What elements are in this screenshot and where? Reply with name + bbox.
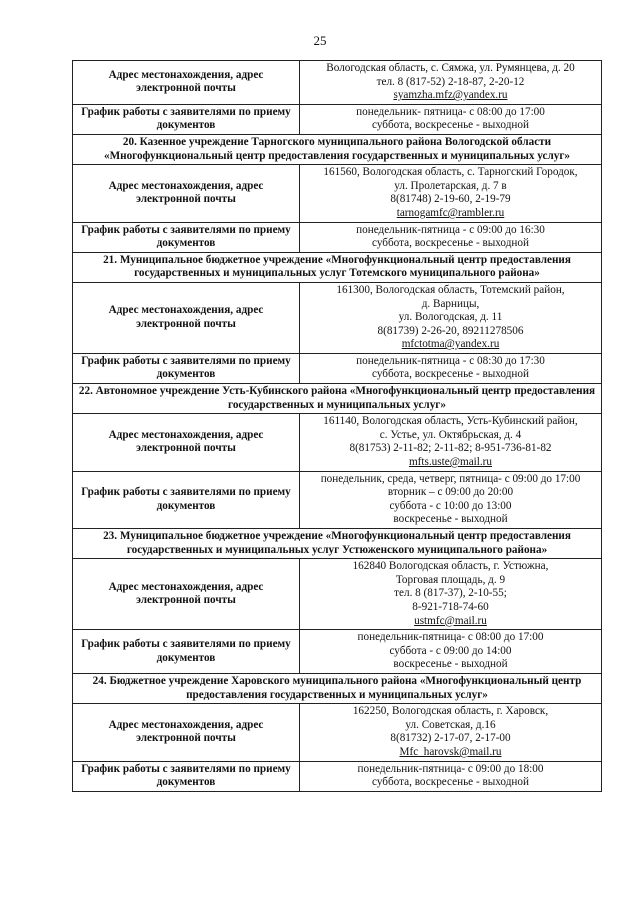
address-row-value	[300, 282, 602, 353]
email-link[interactable]: syamzha.mfz@yandex.ru	[393, 89, 508, 102]
email-link[interactable]: tarnogamfc@rambler.ru	[396, 206, 505, 219]
address-line: д. Варницы,	[421, 297, 480, 310]
schedule-line: суббота, воскресенье - выходной	[372, 237, 529, 250]
address-line: 8(81748) 2-19-60, 2-19-79	[390, 193, 511, 206]
schedule-row-value	[300, 222, 602, 252]
address-row-label: Адрес местонахождения, адрес электронной почты	[73, 165, 300, 222]
address-line: тел. 8 (817-52) 2-18-87, 2-20-12	[376, 75, 525, 88]
address-line: Торговая площадь, д. 9	[395, 573, 506, 586]
schedule-row-value	[300, 471, 602, 528]
organization-title: 23. Муниципальное бюджетное учреждение «Многофункциональный центр предоставления государственных и муниципальных услуг Устюженского муниципального района»	[73, 529, 602, 559]
email-link[interactable]: Mfc_harovsk@mail.ru	[399, 745, 502, 758]
address-line: 8-921-718-74-60	[412, 600, 489, 613]
address-row-value	[300, 165, 602, 222]
schedule-line: воскресенье - выходной	[393, 658, 508, 671]
schedule-row-label: График работы с заявителями по приему документов	[73, 104, 300, 134]
address-line: с. Устье, ул. Октябрьская, д. 4	[379, 428, 522, 441]
address-row-value	[300, 61, 602, 105]
address-line: ул. Пролетарская, д. 7 в	[394, 179, 507, 192]
address-row-label: Адрес местонахождения, адрес электронной почты	[73, 704, 300, 761]
address-line: Вологодская область, с. Сямжа, ул. Румянцева, д. 20	[326, 62, 575, 74]
email-link[interactable]: mfctotma@yandex.ru	[401, 338, 500, 351]
schedule-row-label: График работы с заявителями по приему документов	[73, 630, 300, 674]
organization-header-row	[73, 252, 602, 282]
address-row	[73, 704, 602, 761]
schedule-row-label: График работы с заявителями по приему документов	[73, 471, 300, 528]
address-row	[73, 559, 602, 630]
schedule-line: понедельник-пятница - с 08:30 до 17:30	[356, 354, 545, 367]
organization-header-row	[73, 529, 602, 559]
organization-header-row	[73, 134, 602, 164]
organization-title: 24. Бюджетное учреждение Харовского муниципального района «Многофункциональный центр предоставления государственных и муниципальных услуг»	[73, 673, 602, 703]
mfc-table	[72, 60, 602, 792]
schedule-line: понедельник, среда, четверг, пятница- с 09:00 до 17:00	[320, 472, 581, 485]
schedule-line: воскресенье - выходной	[393, 513, 508, 526]
schedule-row-label: График работы с заявителями по приему документов	[73, 222, 300, 252]
mfc-table-body	[73, 61, 602, 792]
email-link[interactable]: ustmfc@mail.ru	[414, 614, 487, 627]
address-row-label: Адрес местонахождения, адрес электронной почты	[73, 559, 300, 630]
schedule-row	[73, 104, 602, 134]
address-line: 8(81753) 2-11-82; 2-11-82; 8-951-736-81-82	[349, 442, 552, 455]
schedule-line: понедельник-пятница- с 08:00 до 17:00	[357, 631, 544, 644]
schedule-row	[73, 761, 602, 791]
schedule-row	[73, 353, 602, 383]
schedule-row-value	[300, 761, 602, 791]
schedule-line: вторник – с 09:00 до 20:00	[387, 486, 514, 499]
address-row-label: Адрес местонахождения, адрес электронной почты	[73, 414, 300, 471]
address-line: 161560, Вологодская область, с. Тарногский Городок,	[323, 166, 578, 179]
schedule-row-value	[300, 630, 602, 674]
address-row-value	[300, 414, 602, 471]
address-line: 161300, Вологодская область, Тотемский район,	[336, 283, 565, 296]
schedule-row-value	[300, 353, 602, 383]
address-line: 8(81739) 2-26-20, 89211278506	[377, 324, 524, 337]
organization-header-row	[73, 384, 602, 414]
organization-title: 20. Казенное учреждение Тарногского муниципального района Вологодской области «Многофункциональный центр предоставления государственных и муниципальных услуг»	[73, 134, 602, 164]
schedule-line: понедельник-пятница- с 09:00 до 18:00	[357, 762, 544, 775]
organization-header-row	[73, 673, 602, 703]
address-row-label: Адрес местонахождения, адрес электронной почты	[73, 282, 300, 353]
schedule-line: суббота, воскресенье - выходной	[372, 776, 529, 789]
address-row	[73, 282, 602, 353]
schedule-row	[73, 630, 602, 674]
organization-title: 22. Автономное учреждение Усть-Кубинского района «Многофункциональный центр предоставления государственных и муниципальных услуг»	[73, 384, 602, 414]
schedule-row	[73, 222, 602, 252]
address-row	[73, 165, 602, 222]
schedule-row-label: График работы с заявителями по приему документов	[73, 761, 300, 791]
address-line: тел. 8 (817-37), 2-10-55;	[394, 587, 507, 600]
page-number: 25	[313, 33, 327, 48]
schedule-row	[73, 471, 602, 528]
address-row	[73, 414, 602, 471]
schedule-line: понедельник- пятница- с 08:00 до 17:00	[356, 105, 545, 118]
schedule-line: суббота, воскресенье - выходной	[372, 119, 529, 132]
address-row-value	[300, 704, 602, 761]
schedule-line: суббота - с 10:00 до 13:00	[389, 499, 512, 512]
schedule-row-label: График работы с заявителями по приему документов	[73, 353, 300, 383]
schedule-row-value	[300, 104, 602, 134]
email-link[interactable]: mfts.uste@mail.ru	[408, 456, 492, 469]
address-row-label: Адрес местонахождения, адрес электронной почты	[73, 61, 300, 105]
address-line: 161140, Вологодская область, Усть-Кубинский район,	[323, 415, 578, 428]
address-row	[73, 61, 602, 105]
schedule-line: суббота, воскресенье - выходной	[372, 368, 529, 381]
address-row-value	[300, 559, 602, 630]
address-line: 162250, Вологодская область, г. Харовск,	[352, 705, 549, 718]
schedule-line: понедельник-пятница - с 09:00 до 16:30	[356, 223, 545, 236]
address-line: 162840 Вологодская область, г. Устюжна,	[352, 560, 549, 573]
organization-title: 21. Муниципальное бюджетное учреждение «Многофункциональный центр предоставления государственных и муниципальных услуг Тотемского муниципального района»	[73, 252, 602, 282]
address-line: ул. Советская, д.16	[405, 718, 496, 731]
schedule-line: суббота - с 09:00 до 14:00	[389, 644, 512, 657]
address-line: ул. Вологодская, д. 11	[398, 311, 503, 324]
address-line: 8(81732) 2-17-07, 2-17-00	[390, 732, 511, 745]
